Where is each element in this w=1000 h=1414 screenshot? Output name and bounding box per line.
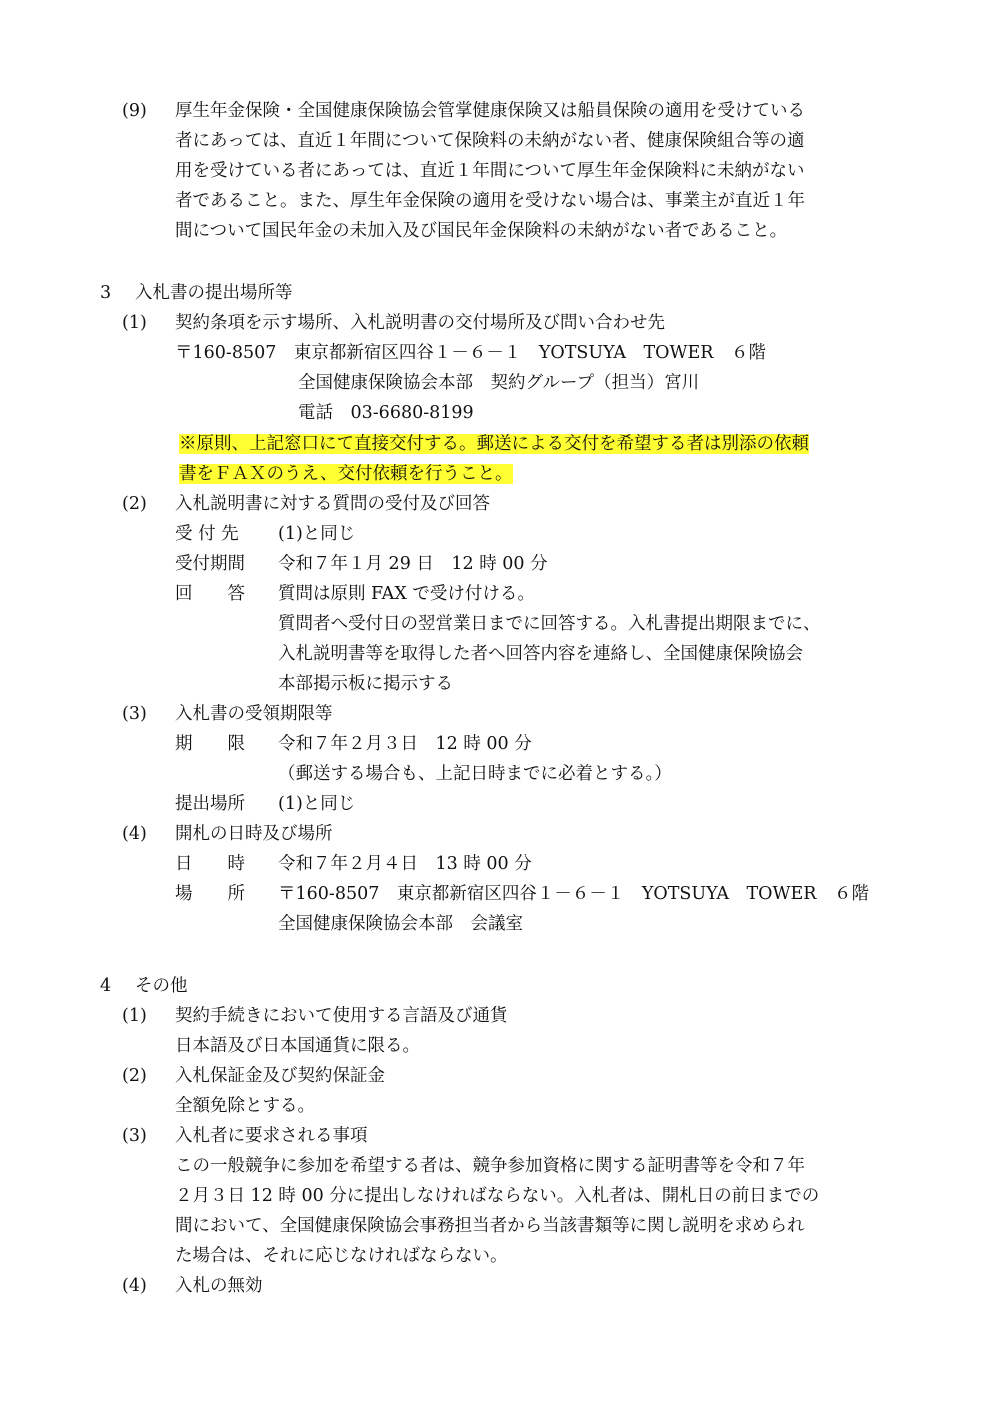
highlight-text-1: ※原則、上記窓口にて直接交付する。郵送による交付を希望する者は別添の依頼 (179, 434, 809, 454)
section-4-1-title: 契約手続きにおいて使用する言語及び通貨 (175, 1006, 508, 1026)
item-9-line-4: 者であること。また、厚生年金保険の適用を受けない場合は、事業主が直近１年 (175, 191, 805, 211)
section-4-3-number: (3) (122, 1126, 147, 1146)
opening-place-label: 場 所 (175, 884, 245, 904)
opening-place-address: 〒160-8507 東京都新宿区四谷１－６－１ YOTSUYA TOWER ６階 (278, 884, 869, 904)
section-4-3-title: 入札者に要求される事項 (175, 1126, 368, 1146)
section-4-title: その他 (135, 976, 188, 996)
deadline-mail-note: （郵送する場合も、上記日時までに必着とする。） (278, 764, 672, 784)
contact-phone: 電話 03-6680-8199 (298, 403, 474, 423)
answer-text-4: 本部掲示板に掲示する (278, 674, 453, 694)
section-3-number: 3 (100, 283, 112, 303)
deadline-text: 令和７年２月３日 12 時 00 分 (278, 734, 532, 754)
highlighted-note-line-1 (179, 429, 809, 459)
submission-place-text: (1)と同じ (278, 794, 356, 814)
section-3-3-number: (3) (122, 704, 147, 724)
section-4-3-line-2: ２月３日 12 時 00 分に提出しなければならない。入札者は、開札日の前日までの (175, 1186, 820, 1206)
section-3-1-title: 契約条項を示す場所、入札説明書の交付場所及び問い合わせ先 (175, 313, 665, 333)
section-4-3-line-3: 間において、全国健康保険協会事務担当者から当該書類等に関し説明を求められ (175, 1216, 805, 1236)
section-3-4-number: (4) (122, 824, 147, 844)
section-3-3-title: 入札書の受領期限等 (175, 704, 333, 724)
submission-place-label: 提出場所 (175, 794, 245, 814)
section-4-4-number: (4) (122, 1276, 147, 1296)
section-3-1-number: (1) (122, 313, 147, 333)
item-9-line-5: 間について国民年金の未加入及び国民年金保険料の未納がない者であること。 (175, 221, 788, 241)
highlighted-note-line-2 (179, 459, 513, 489)
question-receiver-label: 受 付 先 (175, 524, 239, 544)
section-4-4-title: 入札の無効 (175, 1276, 263, 1296)
section-4-3-line-4: た場合は、それに応じなければならない。 (175, 1246, 508, 1266)
section-4-3-line-1: この一般競争に参加を希望する者は、競争参加資格に関する証明書等を令和７年 (175, 1156, 805, 1176)
question-receiver-text: (1)と同じ (278, 524, 356, 544)
section-3-2-title: 入札説明書に対する質問の受付及び回答 (175, 494, 490, 514)
section-4-2-number: (2) (122, 1066, 147, 1086)
deadline-label: 期 限 (175, 734, 245, 754)
section-4-number: 4 (100, 976, 112, 996)
section-4-1-text: 日本語及び日本国通貨に限る。 (175, 1036, 420, 1056)
item-9-line-1: 厚生年金保険・全国健康保険協会管掌健康保険又は船員保険の適用を受けている (175, 101, 805, 121)
answer-text-3: 入札説明書等を取得した者へ回答内容を連絡し、全国健康保険協会 (278, 644, 803, 664)
contact-organization: 全国健康保険協会本部 契約グループ（担当）宮川 (298, 373, 700, 393)
contact-address: 〒160-8507 東京都新宿区四谷１－６－１ YOTSUYA TOWER ６階 (175, 343, 766, 363)
item-9-line-2: 者にあっては、直近１年間について保険料の未納がない者、健康保険組合等の適 (175, 131, 805, 151)
opening-place-room: 全国健康保険協会本部 会議室 (278, 914, 523, 934)
highlight-text-2: 書をＦＡＸのうえ、交付依頼を行うこと。 (179, 464, 513, 484)
opening-datetime-label: 日 時 (175, 854, 245, 874)
section-4-1-number: (1) (122, 1006, 147, 1026)
section-3-4-title: 開札の日時及び場所 (175, 824, 333, 844)
answer-text-1: 質問は原則 FAX で受け付ける。 (278, 584, 535, 604)
answer-label: 回 答 (175, 584, 245, 604)
question-period-label: 受付期間 (175, 554, 245, 574)
opening-datetime-text: 令和７年２月４日 13 時 00 分 (278, 854, 532, 874)
question-period-text: 令和７年１月 29 日 12 時 00 分 (278, 554, 548, 574)
section-3-title: 入札書の提出場所等 (135, 283, 293, 303)
item-9-number: (9) (122, 101, 147, 121)
section-4-2-title: 入札保証金及び契約保証金 (175, 1066, 385, 1086)
section-4-2-text: 全額免除とする。 (175, 1096, 315, 1116)
answer-text-2: 質問者へ受付日の翌営業日までに回答する。入札書提出期限までに、 (278, 614, 821, 634)
item-9-line-3: 用を受けている者にあっては、直近１年間について厚生年金保険料に未納がない (175, 161, 805, 181)
section-3-2-number: (2) (122, 494, 147, 514)
